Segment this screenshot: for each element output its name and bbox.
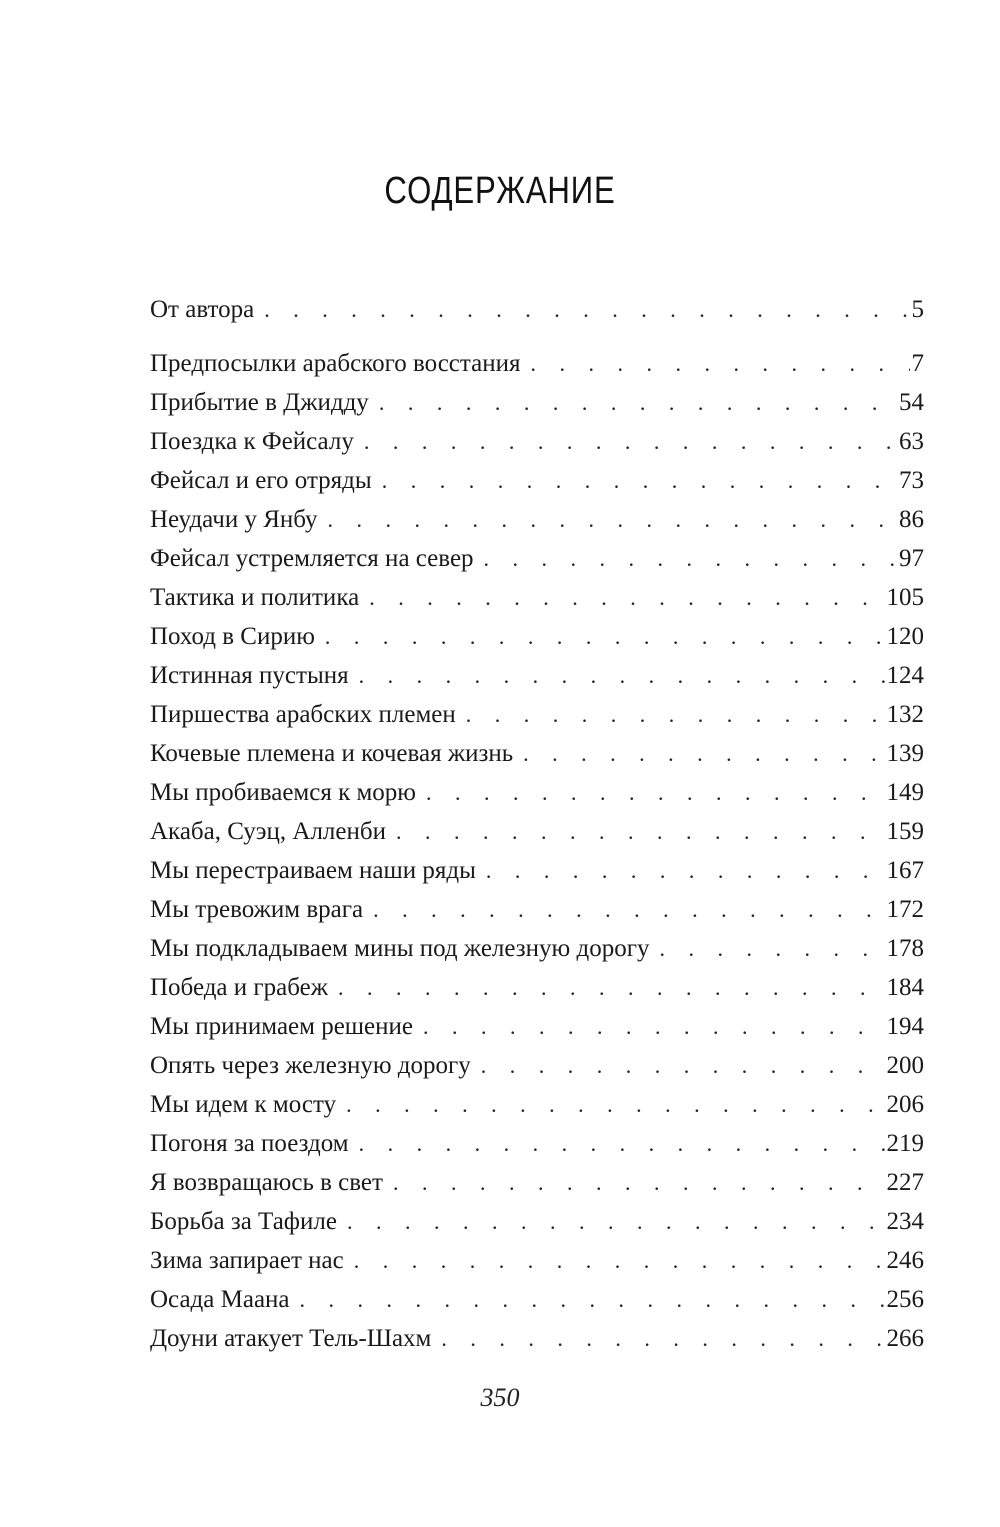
toc-entry [150, 736, 924, 772]
toc-entry-title: Я возвращаюсь в свет [150, 1169, 383, 1196]
toc-entry-page: 73 [899, 467, 924, 494]
toc-entry [150, 1204, 924, 1240]
toc-entry [150, 292, 924, 328]
toc-entry-page: 159 [886, 818, 924, 845]
dot-leader [441, 1321, 884, 1357]
toc-entry-page: 120 [886, 623, 924, 650]
toc-entry-title: Предпосылки арабского восстания [150, 350, 521, 377]
toc-entry-title: Истинная пустыня [150, 662, 349, 689]
dot-leader [354, 1243, 885, 1279]
toc-entry-title: Фейсал устремляется на север [150, 545, 474, 572]
toc-entry-page: 124 [886, 662, 924, 689]
dot-leader [484, 541, 897, 577]
toc-entry [150, 814, 924, 850]
dot-leader [379, 385, 897, 421]
toc-entry [150, 970, 924, 1006]
dot-leader [325, 619, 885, 655]
toc-entry [150, 697, 924, 733]
toc-entry [150, 775, 924, 811]
dot-leader [359, 1126, 885, 1162]
toc-entry [150, 424, 924, 460]
toc-entry-page: 206 [886, 1091, 924, 1118]
dot-leader [530, 346, 909, 382]
dot-leader [481, 1048, 885, 1084]
toc-entry [150, 1009, 924, 1045]
toc-entry-title: Мы пробиваемся к морю [150, 779, 416, 806]
toc-entry-title: Поездка к Фейсалу [150, 428, 354, 455]
toc-entry [150, 1165, 924, 1201]
toc-entry-page: 132 [886, 701, 924, 728]
dot-leader [393, 1165, 885, 1201]
toc-entry-page: 63 [899, 428, 924, 455]
toc-entry [150, 1282, 924, 1318]
toc-entry-title: Мы принимаем решение [150, 1013, 414, 1040]
dot-leader [396, 814, 885, 850]
toc-entry [150, 385, 924, 421]
toc-entry-title: Фейсал и его отряды [150, 467, 372, 494]
toc-entry-title: Зима запирает нас [150, 1247, 344, 1274]
dot-leader [264, 292, 909, 328]
toc-entry-page: 5 [911, 296, 924, 323]
toc-entry [150, 658, 924, 694]
toc-entry-page: 256 [886, 1286, 924, 1313]
toc-entry-title: Мы перестраиваем наши ряды [150, 857, 476, 884]
toc-entry-title: Неудачи у Янбу [150, 506, 318, 533]
toc-entry-page: 149 [886, 779, 924, 806]
table-of-contents [150, 0, 924, 1400]
page-title: СОДЕРЖАНИЕ [384, 170, 616, 212]
toc-entry-title: Пиршества арабских племен [150, 701, 456, 728]
toc-entry-page: 184 [886, 974, 924, 1001]
dot-leader [338, 970, 884, 1006]
toc-entry-title: Мы тревожим врага [150, 896, 364, 923]
toc-entry [150, 1321, 924, 1357]
toc-entry [150, 346, 924, 382]
toc-entry-title: Борьба за Тафиле [150, 1208, 337, 1235]
toc-entry [150, 463, 924, 499]
toc-entry [150, 892, 924, 928]
dot-leader [373, 892, 884, 928]
page-number: 350 [480, 1383, 520, 1412]
dot-leader [426, 775, 885, 811]
dot-leader [328, 502, 897, 538]
toc-entry-title: Прибытие в Джидду [150, 389, 369, 416]
toc-entry-page: 194 [886, 1013, 924, 1040]
toc-entry [150, 1048, 924, 1084]
toc-entry-title: Опять через железную дорогу [150, 1052, 471, 1079]
toc-entry-title: Мы идем к мосту [150, 1091, 337, 1118]
toc-entry-title: Поход в Сирию [150, 623, 315, 650]
dot-leader [346, 1087, 884, 1123]
toc-entry-title: Тактика и политика [150, 584, 360, 611]
toc-entry-page: 7 [911, 350, 924, 377]
toc-entry [150, 853, 924, 889]
toc-entry-title: Победа и грабеж [150, 974, 329, 1001]
toc-entry [150, 580, 924, 616]
toc-entry-title: Погоня за поездом [150, 1130, 349, 1157]
toc-entry-title: Доуни атакует Тель-Шахм [150, 1325, 432, 1352]
dot-leader [382, 463, 897, 499]
dot-leader [659, 931, 884, 967]
dot-leader [523, 736, 884, 772]
toc-entry-page: 167 [886, 857, 924, 884]
dot-leader [300, 1282, 885, 1318]
toc-entry-title: Кочевые племена и кочевая жизнь [150, 740, 514, 767]
toc-entry [150, 1243, 924, 1279]
toc-entry-page: 246 [886, 1247, 924, 1274]
toc-entry-page: 234 [886, 1208, 924, 1235]
dot-leader [359, 658, 885, 694]
dot-leader [369, 580, 884, 616]
toc-entry [150, 1126, 924, 1162]
dot-leader [486, 853, 885, 889]
toc-entry-page: 266 [886, 1325, 924, 1352]
toc-entry-page: 86 [899, 506, 924, 533]
toc-entry-page: 227 [886, 1169, 924, 1196]
toc-entry-page: 219 [886, 1130, 924, 1157]
toc-entry [150, 541, 924, 577]
dot-leader [466, 697, 885, 733]
toc-entry [150, 619, 924, 655]
toc-entry [150, 931, 924, 967]
dot-leader [347, 1204, 885, 1240]
toc-entry-page: 105 [886, 584, 924, 611]
toc-entry-title: Мы подкладываем мины под железную дорогу [150, 935, 650, 962]
toc-entry-page: 200 [886, 1052, 924, 1079]
toc-entry-title: Осада Маана [150, 1286, 290, 1313]
toc-entry-page: 97 [899, 545, 924, 572]
dot-leader [423, 1009, 884, 1045]
toc-entry-page: 139 [886, 740, 924, 767]
dot-leader [364, 424, 897, 460]
toc-entry-title: От автора [150, 296, 255, 323]
toc-entry [150, 502, 924, 538]
toc-entry-page: 54 [899, 389, 924, 416]
toc-entry-page: 172 [886, 896, 924, 923]
toc-entry-title: Акаба, Суэц, Алленби [150, 818, 386, 845]
toc-entry [150, 1087, 924, 1123]
toc-entry-page: 178 [886, 935, 924, 962]
